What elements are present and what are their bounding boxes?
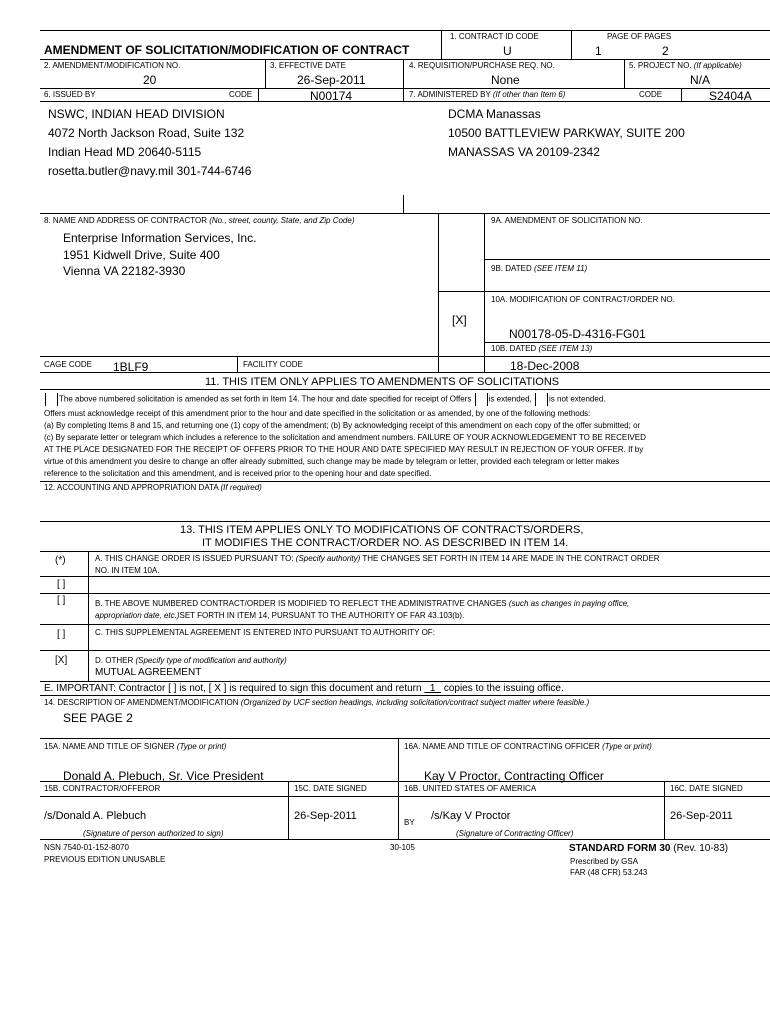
officer-name-label-text: 16A. NAME AND TITLE OF CONTRACTING OFFICER xyxy=(404,742,600,751)
issuer-contact: rosetta.butler@navy.mil 301-744-6746 xyxy=(48,164,252,178)
item13b-mark: [ ] xyxy=(57,595,66,606)
issuer-name: NSWC, INDIAN HEAD DIVISION xyxy=(48,107,225,121)
rule xyxy=(40,372,770,373)
contract-id-value: U xyxy=(503,44,512,58)
contract-dated-label xyxy=(491,344,592,353)
usa-label: 16B. UNITED STATES OF AMERICA xyxy=(404,784,537,793)
rule xyxy=(40,681,770,682)
rule xyxy=(403,59,404,88)
item13d-note: (Specify type of modification and authority) xyxy=(135,656,287,665)
offers-checkbox[interactable] xyxy=(45,393,58,406)
rule xyxy=(664,781,665,839)
item11-line4: (c) By separate letter or telegram which includes a reference to the solicitation and amendment numbers. FAILURE OF YOUR ACKNOWLEDGEMENT TO BE RECEIVED xyxy=(44,433,646,442)
admin-code-value: S2404A xyxy=(709,89,752,103)
item13c-mark: [ ] xyxy=(57,629,66,640)
item11-line1 xyxy=(44,393,605,406)
rule xyxy=(40,213,770,214)
rule xyxy=(40,576,770,577)
issued-code-label: CODE xyxy=(229,90,253,99)
admin-code-label: CODE xyxy=(639,90,663,99)
rule xyxy=(403,195,404,213)
rule xyxy=(40,796,770,797)
item13b-text-line2 xyxy=(95,611,464,620)
rule xyxy=(40,624,770,625)
administered-by-label-note: (If other than Item 6) xyxy=(492,90,566,99)
contractor-signature: /s/Donald A. Plebuch xyxy=(44,810,147,822)
signer-name-value: Donald A. Plebuch, Sr. Vice President xyxy=(63,769,264,783)
prescribed-by: Prescribed by GSA xyxy=(570,857,639,866)
issuer-city: Indian Head MD 20640-5115 xyxy=(48,145,202,159)
issued-by-label: 6. ISSUED BY xyxy=(44,90,96,99)
rule xyxy=(40,839,770,840)
accounting-data-label-text: 12. ACCOUNTING AND APPROPRIATION DATA xyxy=(44,483,219,492)
officer-date-value: 26-Sep-2011 xyxy=(670,810,733,822)
solicitation-dated-label-note: (SEE ITEM 11) xyxy=(533,264,588,273)
item13b-text-line1 xyxy=(95,599,629,608)
item13d-mark: [X] xyxy=(55,655,68,666)
copies-count xyxy=(424,683,441,694)
contractor-label-text: 8. NAME AND ADDRESS OF CONTRACTOR xyxy=(44,216,207,225)
item13c-text: C. THIS SUPPLEMENTAL AGREEMENT IS ENTERED INTO PURSUANT TO AUTHORITY OF: xyxy=(95,628,435,637)
contract-id-label: 1. CONTRACT ID CODE xyxy=(450,32,539,41)
copies-count-value: 1 xyxy=(429,683,436,694)
solicitation-dated-label xyxy=(491,264,587,273)
item13a-text: A. THIS CHANGE ORDER IS ISSUED PURSUANT TO: xyxy=(95,554,294,563)
item13a-text-cont: THE CHANGES SET FORTH IN ITEM 14 ARE MADE IN THE CONTRACT ORDER xyxy=(362,554,660,563)
rule xyxy=(40,738,770,739)
signer-name-label xyxy=(44,742,226,751)
contractor-street: 1951 Kidwell Drive, Suite 400 xyxy=(63,248,220,262)
rule xyxy=(40,551,770,552)
contractor-date-value: 26-Sep-2011 xyxy=(294,810,357,822)
rule xyxy=(398,738,399,839)
item13a-text-line1 xyxy=(95,554,660,563)
signer-name-label-note: (Type or print) xyxy=(176,742,227,751)
rule xyxy=(438,213,439,372)
item13d-label: D. OTHER xyxy=(95,656,134,665)
description-label-note: (Organized by UCF section headings, including solicitation/contract subject matter where feasible.) xyxy=(240,698,590,707)
contractor-offeror-label: 15B. CONTRACTOR/OFFEROR xyxy=(44,784,161,793)
rule xyxy=(40,593,770,594)
admin-city: MANASSAS VA 20109-2342 xyxy=(448,145,600,159)
rule xyxy=(681,88,682,101)
item11-not-extended-text: is not extended. xyxy=(549,394,606,404)
amendment-no-label: 2. AMENDMENT/MODIFICATION NO. xyxy=(44,61,181,70)
project-no-label xyxy=(629,61,742,70)
item13a-text-line2: NO. IN ITEM 10A. xyxy=(95,566,160,575)
project-no-label-text: 5. PROJECT NO. xyxy=(629,61,692,70)
contractor-date-label: 15C. DATE SIGNED xyxy=(294,784,367,793)
rule xyxy=(40,101,770,102)
rule xyxy=(484,213,485,372)
rule xyxy=(40,88,770,89)
important-notice xyxy=(44,683,564,694)
officer-name-value: Kay V Proctor, Contracting Officer xyxy=(424,769,604,783)
item13d-value: MUTUAL AGREEMENT xyxy=(95,667,202,678)
rule xyxy=(288,781,289,839)
page-total: 2 xyxy=(662,44,669,58)
item13-blank-mark: [ ] xyxy=(57,579,66,590)
rule xyxy=(40,650,770,651)
amendment-no-value: 20 xyxy=(143,73,157,87)
requisition-label: 4. REQUISITION/PURCHASE REQ. NO. xyxy=(409,61,555,70)
description-value: SEE PAGE 2 xyxy=(63,711,133,725)
standard-form-id xyxy=(569,843,728,854)
contractor-city: Vienna VA 22182-3930 xyxy=(63,264,186,278)
contract-dated-label-note: (SEE ITEM 13) xyxy=(538,344,593,353)
item11-line6: virtue of this amendment you desire to change an offer already submitted, such change may be made by telegram or letter, provided each telegram or letter makes xyxy=(44,457,620,466)
officer-signature: /s/Kay V Proctor xyxy=(431,810,511,822)
rule xyxy=(40,59,770,60)
effective-date-value: 26-Sep-2011 xyxy=(297,73,366,87)
solicitation-dated-label-text: 9B. DATED xyxy=(491,264,532,273)
rule xyxy=(571,30,572,59)
item13b-note: (such as changes in paying office, xyxy=(508,599,630,608)
item11-extended-text: is extended, xyxy=(488,394,532,404)
rule xyxy=(484,259,770,260)
standard-form-rev: (Rev. 10-83) xyxy=(673,843,729,854)
contractor-name: Enterprise Information Services, Inc. xyxy=(63,231,257,245)
rule xyxy=(438,291,770,292)
item13a-mark: (*) xyxy=(55,555,66,566)
rule xyxy=(403,88,404,101)
rule xyxy=(88,551,89,681)
contract-dated-value: 18-Dec-2008 xyxy=(510,359,580,373)
rule xyxy=(441,30,442,59)
rule xyxy=(237,356,238,372)
item11-line3: (a) By completing Items 8 and 15, and returning one (1) copy of the amendment; (b) By acknowledging receipt of this amendment on each copy of the offer submitted; or xyxy=(44,421,641,430)
contract-dated-label-text: 10B. DATED xyxy=(491,344,537,353)
page-number: 1 xyxy=(595,44,602,58)
description-label-text: 14. DESCRIPTION OF AMENDMENT/MODIFICATION xyxy=(44,698,239,707)
rule xyxy=(624,59,625,88)
accounting-data-label-note: (If required) xyxy=(220,483,262,492)
project-no-value: N/A xyxy=(690,73,711,87)
extended-checkbox[interactable] xyxy=(475,393,488,406)
important-text-cont: copies to the issuing office. xyxy=(443,683,564,694)
contractor-label-note: (No., street, county, State, and Zip Code) xyxy=(209,216,355,225)
form-title: AMENDMENT OF SOLICITATION/MODIFICATION OF CONTRACT xyxy=(44,43,410,57)
rule xyxy=(484,342,770,343)
rule xyxy=(40,695,770,696)
amendment-solicitation-label: 9A. AMENDMENT OF SOLICITATION NO. xyxy=(491,216,643,225)
by-label: BY xyxy=(404,818,415,827)
item11-line7: reference to the solicitation and this amendment, and is received prior to the opening hour and date specified. xyxy=(44,469,432,478)
far-reference: FAR (48 CFR) 53.243 xyxy=(570,868,648,877)
item13-heading-2: IT MODIFIES THE CONTRACT/ORDER NO. AS DESCRIBED IN ITEM 14. xyxy=(202,537,569,549)
rule xyxy=(40,521,770,522)
facility-code-label: FACILITY CODE xyxy=(243,360,303,369)
modification-contract-label: 10A. MODIFICATION OF CONTRACT/ORDER NO. xyxy=(491,295,675,304)
item11-line2: Offers must acknowledge receipt of this amendment prior to the hour and date specified in the solicitation or as amended, by one of the following methods: xyxy=(44,409,591,418)
effective-date-label: 3. EFFECTIVE DATE xyxy=(270,61,346,70)
rule xyxy=(40,30,770,31)
cage-code-label: CAGE CODE xyxy=(44,360,93,369)
officer-name-label xyxy=(404,742,652,751)
accounting-data-label xyxy=(44,483,262,492)
item11-line1-text: The above numbered solicitation is amended as set forth in Item 14. The hour and date specified for receipt of Offers xyxy=(59,394,472,404)
item13b-note-cont: appropriation date, etc.) xyxy=(95,611,180,620)
contract-order-no: N00178-05-D-4316-FG01 xyxy=(509,327,646,341)
rule xyxy=(258,88,259,101)
form-code: 30-105 xyxy=(390,843,415,852)
previous-edition-note: PREVIOUS EDITION UNUSABLE xyxy=(44,855,166,864)
item11-heading: 11. THIS ITEM ONLY APPLIES TO AMENDMENTS OF SOLICITATIONS xyxy=(205,376,560,388)
issued-code-value: N00174 xyxy=(310,89,353,103)
not-extended-checkbox[interactable] xyxy=(535,393,548,406)
item11-line5: AT THE PLACE DESIGNATED FOR THE RECEIPT OF OFFERS PRIOR TO THE HOUR AND DATE SPECIFIED MAY RESULT IN REJECTION OF YOUR OFFER. If by xyxy=(44,445,644,454)
item13-heading-1: 13. THIS ITEM APPLIES ONLY TO MODIFICATIONS OF CONTRACTS/ORDERS, xyxy=(180,524,584,536)
nsn-number: NSN 7540-01-152-8070 xyxy=(44,843,129,852)
signer-name-label-text: 15A. NAME AND TITLE OF SIGNER xyxy=(44,742,175,751)
administered-by-label xyxy=(409,90,565,99)
admin-street: 10500 BATTLEVIEW PARKWAY, SUITE 200 xyxy=(448,126,685,140)
item13d-text xyxy=(95,656,287,665)
admin-name: DCMA Manassas xyxy=(448,107,541,121)
officer-signature-caption: (Signature of Contracting Officer) xyxy=(456,829,574,838)
project-no-label-note: (If applicable) xyxy=(693,61,742,70)
contractor-signature-caption: (Signature of person authorized to sign) xyxy=(83,829,224,838)
requisition-value: None xyxy=(491,73,520,87)
item13a-authority-note: (Specify authority) xyxy=(295,554,361,563)
page-of-pages-label: PAGE OF PAGES xyxy=(607,32,672,41)
description-label xyxy=(44,698,589,707)
item13b-text-cont: SET FORTH IN ITEM 14, PURSUANT TO THE AUTHORITY OF FAR 43.103(b). xyxy=(179,611,465,620)
rule xyxy=(265,59,266,88)
important-text: E. IMPORTANT: Contractor [ ] is not, [ X ] is required to sign this document and return xyxy=(44,683,422,694)
cage-code-value: 1BLF9 xyxy=(113,360,149,374)
rule xyxy=(40,481,770,482)
officer-date-label: 16C. DATE SIGNED xyxy=(670,784,743,793)
administered-by-label-text: 7. ADMINISTERED BY xyxy=(409,90,491,99)
modification-checkbox: [X] xyxy=(452,313,467,327)
contractor-label xyxy=(44,216,355,225)
rule xyxy=(40,356,770,357)
officer-name-label-note: (Type or print) xyxy=(602,742,652,751)
rule xyxy=(40,389,770,390)
standard-form-name: STANDARD FORM 30 xyxy=(569,843,671,854)
item13b-text: B. THE ABOVE NUMBERED CONTRACT/ORDER IS MODIFIED TO REFLECT THE ADMINISTRATIVE CHANGES xyxy=(95,599,507,608)
issuer-street: 4072 North Jackson Road, Suite 132 xyxy=(48,126,245,140)
